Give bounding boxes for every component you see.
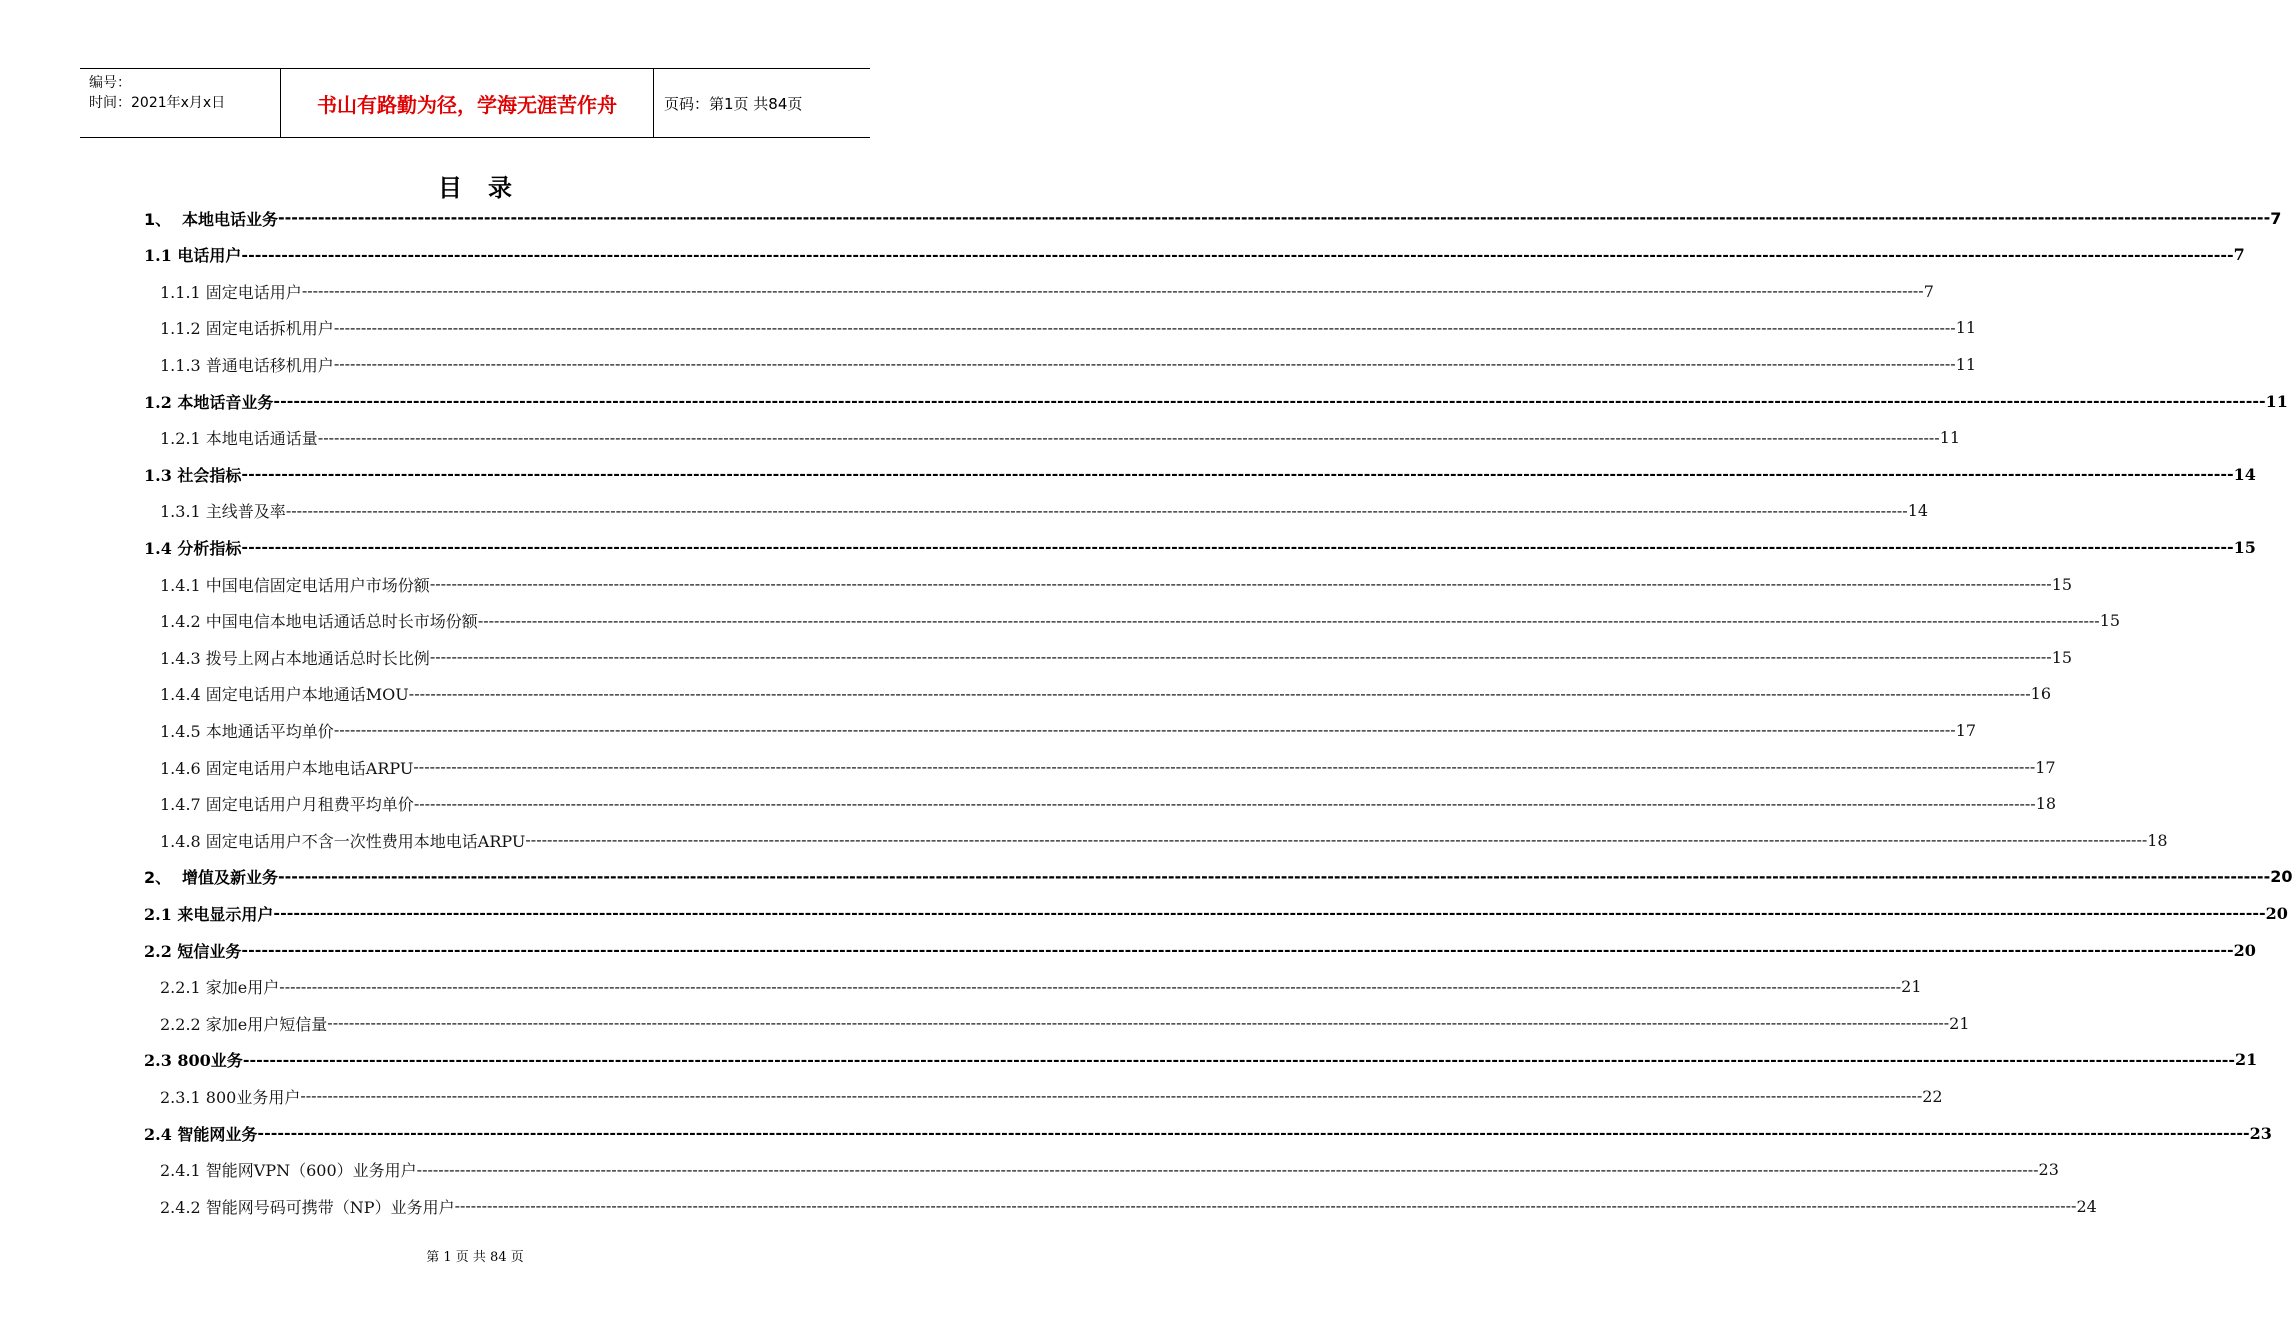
toc-leader: ------------------------------------------------------------------------------------------------------------------------------------------------------------------------------------------------------------------------------------------------------------------------------------------------------------ (273, 391, 2266, 410)
time-label: 时间：2021年x月x日 (89, 95, 226, 111)
header-page-info: 页码：第1页 共84页 (664, 94, 803, 113)
toc-entry-label: 1.4.1 中国电信固定电话用户市场份额 (160, 575, 430, 595)
toc-entry-label: 1.4.3 拨号上网占本地通话总时长比例 (160, 648, 430, 668)
toc-entry[interactable] (144, 1118, 2272, 1148)
toc-leader: ------------------------------------------------------------------------------------------------------------------------------------------------------------------------------------------------------------------------------------------------------------------------------------------------------------ (241, 464, 2234, 484)
code-label: 编号： (89, 75, 131, 91)
toc-page-number: 11 (1939, 428, 1961, 448)
header-meta (80, 69, 281, 137)
toc-entry[interactable] (144, 898, 2288, 928)
toc-entry[interactable] (160, 496, 1929, 526)
toc-entry-label: 1.4.4 固定电话用户本地通话MOU (160, 685, 409, 705)
toc-leader: ------------------------------------------------------------------------------------------------------------------------------------------------------------------------------------------------------------------------------------------------------------------------------------------------------------ (408, 683, 2031, 703)
toc-entry[interactable] (160, 642, 2073, 672)
toc-page-number: 15 (2051, 574, 2073, 594)
toc-entry-text: 增值及新业务 (182, 868, 279, 888)
toc-page-number: 17 (2035, 757, 2056, 777)
toc-leader: ------------------------------------------------------------------------------------------------------------------------------------------------------------------------------------------------------------------------------------------------------------------------------------------------------------ (301, 281, 1924, 301)
toc-entry[interactable] (160, 752, 2056, 782)
toc-entry-label: 2.1 来电显示用户 (144, 904, 274, 924)
toc-page-number: 23 (2249, 1123, 2272, 1143)
page-header (80, 68, 870, 138)
toc-entry[interactable] (160, 1081, 1943, 1111)
toc-leader: ------------------------------------------------------------------------------------------------------------------------------------------------------------------------------------------------------------------------------------------------------------------------------------------------------------ (257, 1123, 2250, 1142)
page-footer: 第 1 页 共 84 页 (426, 1250, 524, 1265)
toc-page-number: 11 (2265, 391, 2288, 411)
toc-entry-label: 2.4.1 智能网VPN（600）业务用户 (160, 1161, 417, 1181)
toc-leader: ------------------------------------------------------------------------------------------------------------------------------------------------------------------------------------------------------------------------------------------------------------------------------------------------------------ (327, 1013, 1950, 1033)
toc-entry-label: 1.4 分析指标 (144, 538, 242, 558)
toc-entry[interactable] (144, 935, 2256, 965)
toc-page-number: 20 (2233, 940, 2256, 960)
toc-page-number: 7 (2233, 245, 2245, 265)
toc-leader: ------------------------------------------------------------------------------------------------------------------------------------------------------------------------------------------------------------------------------------------------------------------------------------------------------------ (279, 976, 1902, 996)
toc-page-number: 17 (1955, 720, 1977, 740)
toc-entry-label: 2.2.2 家加e用户短信量 (160, 1014, 328, 1034)
toc-entry[interactable] (160, 349, 1977, 379)
toc-entry-label: 2.4 智能网业务 (144, 1124, 258, 1144)
toc-entry-label: 1.4.6 固定电话用户本地电话ARPU (160, 758, 414, 778)
toc-entry[interactable] (160, 313, 1977, 343)
toc-page-number: 7 (2270, 208, 2282, 228)
toc-entry-label: 1.2.1 本地电话通话量 (160, 429, 318, 449)
toc-entry-label: 1.1.1 固定电话用户 (160, 282, 302, 302)
toc-entry-label: 2.2.1 家加e用户 (160, 978, 280, 998)
toc-leader: ------------------------------------------------------------------------------------------------------------------------------------------------------------------------------------------------------------------------------------------------------------------------------------------------------------ (285, 500, 1908, 520)
toc-entry-label: 1.2 本地话音业务 (144, 392, 274, 412)
toc-leader: ------------------------------------------------------------------------------------------------------------------------------------------------------------------------------------------------------------------------------------------------------------------------------------------------------------ (317, 427, 1940, 447)
toc-entry[interactable] (160, 1155, 2059, 1185)
toc-entry-text: 本地电话业务 (182, 209, 279, 229)
toc-leader: ------------------------------------------------------------------------------------------------------------------------------------------------------------------------------------------------------------------------------------------------------------------------------------------------------------ (241, 244, 2234, 264)
toc-leader: ------------------------------------------------------------------------------------------------------------------------------------------------------------------------------------------------------------------------------------------------------------------------------------------------------------ (429, 647, 2052, 667)
toc-entry[interactable] (160, 276, 1934, 306)
toc-entry[interactable] (160, 1191, 2097, 1221)
toc-page-number: 21 (1949, 1013, 1970, 1033)
toc-page-number: 14 (1907, 501, 1929, 521)
toc-entry[interactable] (160, 789, 2057, 819)
toc-entry[interactable] (160, 1008, 1970, 1038)
toc-entry-number: 1、 (144, 209, 172, 229)
toc-leader: ------------------------------------------------------------------------------------------------------------------------------------------------------------------------------------------------------------------------------------------------------------------------------------------------------------ (300, 1086, 1923, 1106)
page-title: 目录 (438, 174, 538, 202)
toc-leader: ------------------------------------------------------------------------------------------------------------------------------------------------------------------------------------------------------------------------------------------------------------------------------------------------------------ (477, 610, 2100, 630)
toc-entry-label: 1.3 社会指标 (144, 465, 242, 485)
toc-leader: ------------------------------------------------------------------------------------------------------------------------------------------------------------------------------------------------------------------------------------------------------------------------------------------------------------ (241, 537, 2234, 557)
toc-leader: ------------------------------------------------------------------------------------------------------------------------------------------------------------------------------------------------------------------------------------------------------------------------------------------------------------ (273, 903, 2266, 923)
toc-entry-number: 2、 (144, 868, 172, 888)
toc-entry-label: 1.1.3 普通电话移机用户 (160, 355, 334, 375)
toc-entry[interactable] (144, 1045, 2258, 1075)
toc-page-number: 7 (1923, 281, 1934, 301)
toc-page-number: 21 (2235, 1050, 2258, 1070)
toc-entry-label (144, 865, 278, 888)
toc-page-number: 15 (2099, 611, 2121, 631)
toc-page-number: 14 (2233, 464, 2256, 484)
toc-entry[interactable] (144, 862, 2292, 892)
toc-leader: ------------------------------------------------------------------------------------------------------------------------------------------------------------------------------------------------------------------------------------------------------------------------------------------------------------ (278, 866, 2271, 886)
toc-entry-label: 2.3.1 800业务用户 (160, 1087, 301, 1107)
toc-page-number: 15 (2233, 537, 2256, 557)
toc-page-number: 18 (2147, 830, 2168, 850)
toc-leader: ------------------------------------------------------------------------------------------------------------------------------------------------------------------------------------------------------------------------------------------------------------------------------------------------------------ (413, 757, 2036, 776)
toc-page-number: 20 (2270, 867, 2292, 887)
toc-page-number: 18 (2035, 794, 2057, 814)
toc-entry-label: 1.4.5 本地通话平均单价 (160, 721, 334, 741)
toc-entry[interactable] (144, 459, 2256, 489)
toc-entry[interactable] (160, 569, 2073, 599)
toc-entry[interactable] (160, 423, 1961, 453)
toc-entry-label: 2.4.2 智能网号码可携带（NP）业务用户 (160, 1197, 455, 1217)
toc-leader: ------------------------------------------------------------------------------------------------------------------------------------------------------------------------------------------------------------------------------------------------------------------------------------------------------------ (416, 1159, 2039, 1179)
toc-page-number: 21 (1901, 977, 1922, 997)
toc-entry[interactable] (144, 240, 2245, 270)
toc-page-number: 15 (2051, 647, 2073, 667)
toc-entry[interactable] (160, 679, 2052, 709)
toc-entry[interactable] (144, 532, 2256, 562)
toc-leader: ------------------------------------------------------------------------------------------------------------------------------------------------------------------------------------------------------------------------------------------------------------------------------------------------------------ (454, 1196, 2077, 1216)
toc-page-number: 11 (1955, 318, 1977, 338)
toc-page-number: 20 (2265, 903, 2288, 923)
toc-leader: ------------------------------------------------------------------------------------------------------------------------------------------------------------------------------------------------------------------------------------------------------------------------------------------------------------ (278, 208, 2271, 227)
toc-leader: ------------------------------------------------------------------------------------------------------------------------------------------------------------------------------------------------------------------------------------------------------------------------------------------------------------ (333, 317, 1956, 337)
toc-page-number: 16 (2030, 684, 2052, 704)
toc-entry-label: 1.3.1 主线普及率 (160, 502, 286, 522)
toc-page-number: 22 (1922, 1086, 1943, 1106)
toc-page-number: 23 (2038, 1160, 2059, 1180)
toc-page-number: 11 (1955, 354, 1977, 374)
toc-entry[interactable] (160, 606, 2121, 636)
toc-leader: ------------------------------------------------------------------------------------------------------------------------------------------------------------------------------------------------------------------------------------------------------------------------------------------------------------ (242, 1049, 2235, 1069)
toc-leader: ------------------------------------------------------------------------------------------------------------------------------------------------------------------------------------------------------------------------------------------------------------------------------------------------------------ (525, 830, 2148, 850)
toc-entry-label: 1.1 电话用户 (144, 246, 242, 266)
toc-entry-label: 2.2 短信业务 (144, 941, 242, 961)
toc-leader: ------------------------------------------------------------------------------------------------------------------------------------------------------------------------------------------------------------------------------------------------------------------------------------------------------------ (333, 720, 1956, 740)
toc-leader: ------------------------------------------------------------------------------------------------------------------------------------------------------------------------------------------------------------------------------------------------------------------------------------------------------------ (333, 354, 1956, 374)
toc-entry-label: 1.4.8 固定电话用户不含一次性费用本地电话ARPU (160, 831, 526, 851)
toc-entry[interactable] (160, 825, 2168, 855)
toc-entry-label: 1.4.2 中国电信本地电话通话总时长市场份额 (160, 612, 478, 632)
toc-entry[interactable] (144, 386, 2288, 416)
toc-entry-label: 2.3 800业务 (144, 1051, 243, 1071)
toc-entry[interactable] (144, 203, 2282, 233)
toc-entry-label: 1.1.2 固定电话拆机用户 (160, 319, 334, 339)
toc-leader: ------------------------------------------------------------------------------------------------------------------------------------------------------------------------------------------------------------------------------------------------------------------------------------------------------------ (413, 793, 2036, 813)
toc-entry-label: 1.4.7 固定电话用户月租费平均单价 (160, 795, 414, 815)
toc-page-number: 24 (2076, 1196, 2097, 1216)
toc-entry-label (144, 207, 278, 230)
toc-leader: ------------------------------------------------------------------------------------------------------------------------------------------------------------------------------------------------------------------------------------------------------------------------------------------------------------ (241, 940, 2234, 959)
toc-leader: ------------------------------------------------------------------------------------------------------------------------------------------------------------------------------------------------------------------------------------------------------------------------------------------------------------ (429, 574, 2052, 593)
toc-entry[interactable] (160, 715, 1977, 745)
toc-entry[interactable] (160, 972, 1922, 1002)
header-motto: 书山有路勤为径，学海无涯苦作舟 (281, 69, 654, 137)
